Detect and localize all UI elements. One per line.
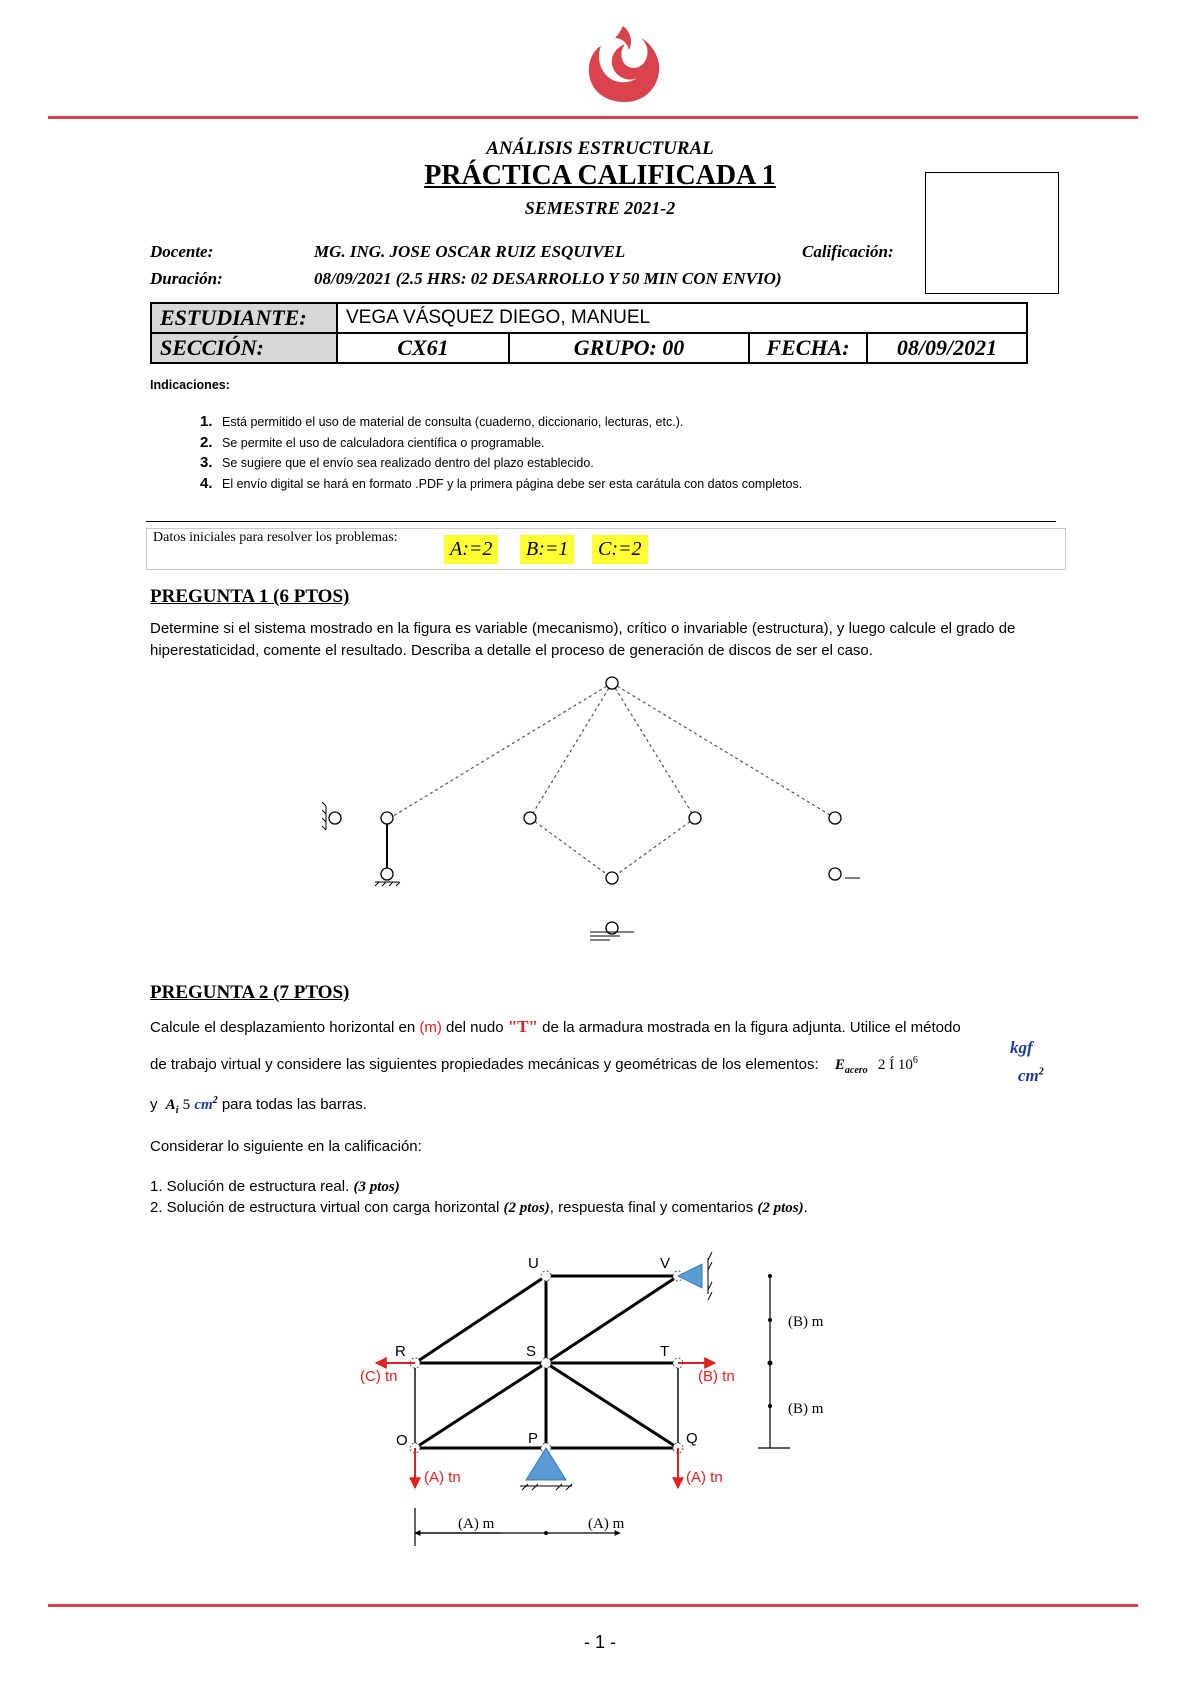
list-item [200,433,802,454]
fecha-label: FECHA: [749,333,867,363]
list-item-number: 2. [200,433,213,451]
load-label-c: (C) tn [360,1368,398,1385]
node-label: V [660,1255,671,1272]
e-exponent: 6 [912,1055,918,1066]
q2-consider: Considerar lo siguiente en la calificación: [150,1138,422,1155]
q2-title: PREGUNTA 2 (7 PTOS) [150,982,350,1003]
seccion-label: SECCIÓN: [151,333,337,363]
e-value [878,1057,918,1073]
list-item-text: Se permite el uso de calculadora científica o programable. [222,435,545,450]
load-label-a-right: (A) tn [686,1469,723,1486]
q1-text: Determine si el sistema mostrado en la figura es variable (mecanismo), crítico o invariable (estructura), y luego calcule el grado de hiperestaticidad, comente el resultado. Describa a detalle el proceso de generación de discos de ser el caso. [150,620,1016,659]
dim-label-b-top: (B) m [788,1314,824,1330]
e-subscript: acero [844,1065,868,1076]
q2-line1 [150,1016,1070,1039]
q2-line3 [150,1090,367,1122]
list-item-number: 3. [200,454,213,471]
fecha-value[interactable]: 08/09/2021 [867,333,1027,363]
list-item [200,412,802,433]
list-item [200,474,802,495]
page-title: PRÁCTICA CALIFICADA 1 [424,160,776,191]
a-unit-text: cm [194,1097,213,1113]
node-label: O [396,1432,408,1449]
estudiante-label: ESTUDIANTE: [151,303,337,333]
indicaciones-list [200,412,802,494]
list-item [200,453,802,474]
node-label: U [528,1255,539,1272]
datos-b: B:=1 [520,535,574,564]
a-symbol [165,1097,179,1116]
q2-item-points: (2 ptos) [503,1200,550,1216]
datos-label: Datos iniciales para resolver los problemas: [153,530,398,545]
datos-c: C:=2 [592,535,648,564]
q2-line2 [150,1050,1070,1082]
e-mantissa: 2 Í 10 [877,1057,913,1073]
grupo-value[interactable]: GRUPO: 00 [509,333,749,363]
datos-a: A:=2 [444,535,498,564]
e-unit-den-text: cm [1018,1066,1039,1085]
seccion-value[interactable]: CX61 [337,333,509,363]
q2-truss-diagram [340,1238,900,1556]
q2-item-1 [150,1176,400,1198]
q2-item-text: . [803,1199,808,1216]
q2-item-text: 1. Solución de estructura real. [150,1178,354,1195]
q2-node-label: "T" [507,1017,538,1036]
e-unit-den-exp: 2 [1038,1066,1044,1078]
q2-item-points: (2 ptos) [757,1200,804,1216]
e-unit-numerator: kgf [1010,1038,1033,1057]
q2-text: Calcule el desplazamiento horizontal en [150,1019,420,1036]
list-item-text: Se sugiere que el envío sea realizado dentro del plazo establecido. [222,456,594,470]
duracion-label: Duración: [150,269,223,288]
a-letter: A [165,1097,176,1113]
header-divider [48,116,1138,119]
list-item-number: 1. [200,413,213,430]
q2-text: del nudo [441,1019,508,1036]
q2-unit: (m) [419,1019,442,1036]
university-logo-icon [585,22,665,104]
footer-divider [48,1604,1138,1607]
q2-text: de la armadura mostrada en la figura adjunta. Utilice el método [537,1019,961,1036]
load-label-b: (B) tn [698,1368,735,1385]
docente-label: Docente: [150,242,214,261]
dim-label-a-left: (A) m [458,1516,495,1532]
duracion-value: 08/09/2021 (2.5 HRS: 02 DESARROLLO Y 50 MIN CON ENVIO) [314,269,782,288]
docente-value: MG. ING. JOSE OSCAR RUIZ ESQUIVEL [314,242,626,261]
node-label: S [526,1343,537,1360]
a-unit-exp: 2 [212,1095,218,1106]
node-label: T [660,1343,670,1360]
datos-divider [146,521,1056,522]
dim-label-a-right: (A) m [588,1516,625,1532]
q2-item-text: , respuesta final y comentarios [549,1199,758,1216]
e-symbol [834,1057,868,1076]
list-item-text: El envío digital se hará en formato .PDF y la primera página debe ser esta carátula con datos completos. [222,476,803,491]
a-value: 5 [182,1097,191,1113]
grade-box[interactable] [925,172,1059,294]
page-number: - 1 - [583,1632,616,1652]
list-item-number: 4. [200,474,213,492]
q2-item-points: (3 ptos) [353,1179,400,1195]
estudiante-value[interactable]: VEGA VÁSQUEZ DIEGO, MANUEL [337,303,1027,333]
student-table [150,302,1028,364]
indicaciones-title: Indicaciones: [150,378,230,392]
dim-label-b-bottom: (B) m [788,1401,824,1417]
node-label: R [395,1343,406,1360]
q2-item-2 [150,1197,808,1219]
a-unit [194,1097,217,1113]
load-label-a-left: (A) tn [424,1469,461,1486]
q1-title: PREGUNTA 1 (6 PTOS) [150,586,350,607]
node-label: P [528,1430,539,1447]
q2-text: para todas las barras. [221,1096,367,1113]
q2-text: y [150,1096,158,1113]
q1-mechanism-diagram [300,668,900,958]
q2-item-text: 2. Solución de estructura virtual con carga horizontal [150,1199,504,1216]
q2-text: de trabajo virtual y considere las siguientes propiedades mecánicas y geométricas de los elementos: [150,1056,819,1073]
course-name: ANÁLISIS ESTRUCTURAL [486,138,714,159]
a-subscript: i [175,1105,179,1116]
list-item-text: Está permitido el uso de material de consulta (cuaderno, diccionario, lecturas, etc.). [222,415,684,429]
semester: SEMESTRE 2021-2 [524,198,676,218]
calificacion-label: Calificación: [802,242,894,261]
e-unit-denominator [1018,1066,1044,1086]
node-label: Q [686,1430,698,1447]
e-letter: E [834,1057,845,1073]
